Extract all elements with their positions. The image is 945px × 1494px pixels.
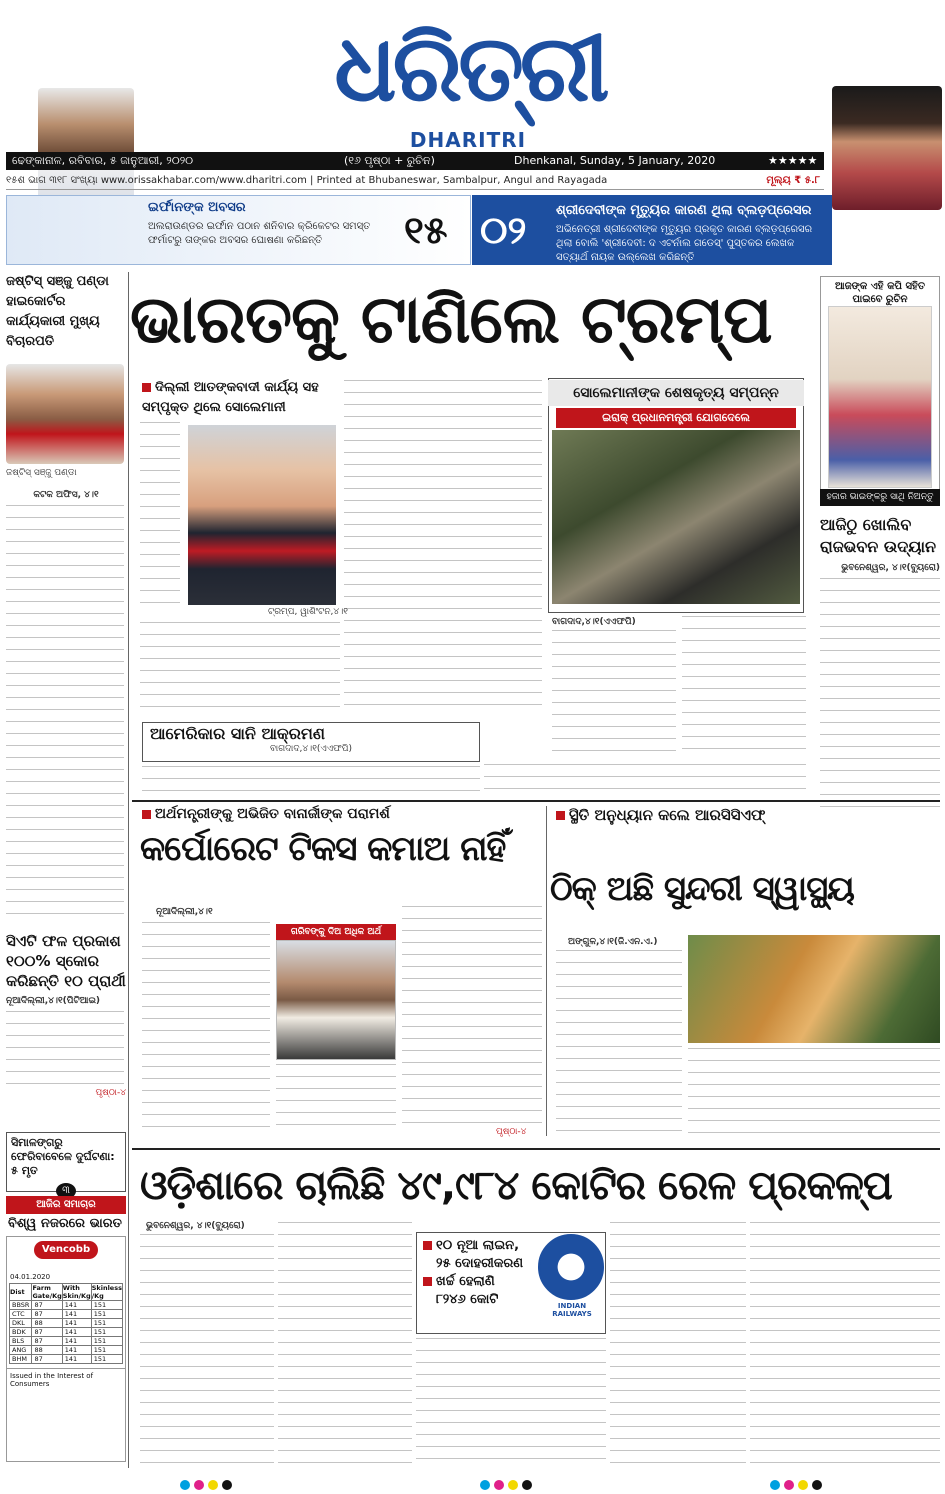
vencobb-logo: Vencobb — [34, 1241, 98, 1259]
bullet-icon — [423, 1241, 432, 1250]
rate-cell: 87 — [32, 1355, 62, 1364]
bullet-icon — [423, 1277, 432, 1286]
story-justice-body — [6, 505, 124, 925]
lead-subhead-text: ଦିଲ୍ଲୀ ଆତଙ୍କବାଦୀ କାର୍ଯ୍ୟ ସହ ସମ୍ପୃକ୍ତ ଥିଲେ ସୋଲେମାନୀ — [142, 380, 319, 415]
story-cat-dateline: ନୂଆଦିଲ୍ଲୀ,୪।୧(ପିଟିଆଇ) — [6, 996, 101, 1006]
print-registration-marks — [0, 1478, 945, 1492]
rate-row — [10, 1301, 123, 1310]
rate-cell: BDK — [10, 1328, 32, 1337]
accident-page: ୩ — [56, 1183, 76, 1199]
price: ମୂଲ୍ୟ ₹ ୫.୮ — [766, 175, 820, 186]
trump-photo — [188, 425, 336, 605]
teaser-sridevi-title: ଶ୍ରୀଦେବୀଙ୍କ ମୃତ୍ୟୁର କାରଣ ଥିଲା ବ୍ଲଡ଼ପ୍ରେସର — [556, 203, 812, 218]
rail-body-col3 — [416, 1338, 606, 1470]
rate-cell: 87 — [32, 1337, 62, 1346]
lead-subhead — [142, 378, 342, 418]
rail-body-col4 — [610, 1222, 746, 1470]
dateline-english: Dhenkanal, Sunday, 5 January, 2020 — [514, 154, 716, 167]
rate-date: 04.01.2020 — [10, 1273, 51, 1281]
rate-row — [10, 1355, 123, 1364]
promo-title: ଆଜଙ୍କ ଏହି କପି ସହିତ ପାଇବେ ରୁଚିନ — [835, 281, 925, 305]
rate-cell: ANG — [10, 1346, 32, 1355]
rate-cell: 151 — [91, 1328, 122, 1337]
teaser-irfan-title: ଇର୍ଫାନଙ୍କ ଅବସର — [148, 200, 246, 215]
rate-cell: BBSR — [10, 1301, 32, 1310]
story-justice-title: ଜଷ୍ଟିସ୍ ସଞ୍ଜୁ ପଣ୍ଡା ହାଇକୋର୍ଟର କାର୍ଯ୍ୟକାରୀ ମୁଖ୍ୟ ବିଚାରପତି — [6, 274, 109, 349]
funeral-dateline: ବାଗଦାଦ,୪।୧(ଏଏଫପି) — [552, 617, 636, 627]
daily-section-title: ଆଜିର ସମାଚାର — [6, 1196, 126, 1214]
rate-row — [10, 1310, 123, 1319]
lead-body-col1 — [140, 622, 340, 716]
teaser-irfan-number: ୧୫ — [404, 207, 448, 252]
rate-cell: BHM — [10, 1355, 32, 1364]
economy-headline[interactable]: କର୍ପୋରେଟ ଟିକସ କମାଅ ନାହିଁ — [140, 829, 506, 869]
rail-stat-text: ଖର୍ଚ୍ଚ ହେଲାଣି — [436, 1274, 495, 1289]
rajbhavan-body — [820, 578, 940, 814]
rate-cell: 141 — [62, 1319, 91, 1328]
rail-stat-line — [423, 1237, 545, 1255]
funeral-body-col1 — [552, 630, 676, 760]
rate-cell: DKL — [10, 1319, 32, 1328]
tiger-photo — [688, 935, 940, 1043]
rail-stat-text: ୧୦ ନୂଆ ଲାଇନ, — [436, 1238, 520, 1253]
black-dot — [812, 1480, 822, 1490]
rate-cell: 88 — [32, 1319, 62, 1328]
rail-body-col1 — [140, 1234, 274, 1470]
rate-row — [10, 1346, 123, 1355]
mid-column-rule — [546, 806, 547, 1136]
yellow-dot — [208, 1480, 218, 1490]
issue-info: ୧୫ଶ ଭାଗ ୩୧୮ ସଂଖ୍ୟା www.orissakhabar.com/www.dharitri.com | Printed at Bhubaneswar, Sambalpur, Angul and Rayagada — [6, 175, 608, 186]
chicken-rate-box — [6, 1236, 126, 1462]
economy-kicker — [142, 806, 552, 822]
trump-photo-caption-text: ଟ୍ରମ୍ପ — [268, 607, 295, 617]
rail-stats — [417, 1233, 545, 1309]
economy-body-col2 — [276, 1064, 396, 1136]
rail-stat-line — [423, 1273, 545, 1291]
abhijit-photo — [276, 940, 396, 1060]
tiger-body-col1 — [556, 950, 682, 1136]
rate-cell: 151 — [91, 1355, 122, 1364]
funeral-body-col2 — [682, 616, 806, 760]
tiger-headline[interactable]: ଠିକ୍ ଅଛି ସୁନ୍ଦରୀ ସ୍ୱାସ୍ଥ୍ୟ — [550, 869, 854, 909]
star-rating: ★★★★★ — [768, 154, 818, 167]
magenta-dot — [784, 1480, 794, 1490]
america-body — [142, 766, 480, 796]
rate-row — [10, 1319, 123, 1328]
rate-header-row — [10, 1284, 123, 1301]
rate-cell: 151 — [91, 1337, 122, 1346]
rail-dateline: ଭୁବନେଶ୍ୱର, ୪।୧(ବ୍ୟୁରୋ) — [146, 1221, 245, 1231]
promo-magazine-cover — [828, 306, 932, 488]
rate-table-body — [10, 1301, 123, 1364]
rate-cell: 87 — [32, 1301, 62, 1310]
indian-railways-logo — [538, 1234, 604, 1300]
rate-header: Farm Gate/Kg — [32, 1284, 62, 1300]
left-column — [6, 272, 126, 1099]
rate-cell: 141 — [62, 1337, 91, 1346]
rail-stat-text: ୨୫ ଦୋହରୀକରଣ — [436, 1256, 524, 1271]
rate-cell: 141 — [62, 1355, 91, 1364]
section-divider — [132, 1148, 940, 1150]
rail-body-col5 — [750, 1222, 940, 1470]
rate-cell: 151 — [91, 1310, 122, 1319]
economy-quote-label: ଗରିବଙ୍କୁ ଦିଅ ଅଧିକ ଅର୍ଥ — [276, 924, 396, 940]
lead-body-col2 — [344, 380, 542, 716]
rail-stat-text: ୮୨୪୬ କୋଟି — [436, 1292, 499, 1307]
justice-photo — [6, 364, 124, 464]
justice-photo-caption: ଜଷ୍ଟିସ୍ ସଞ୍ଜୁ ପଣ୍ଡା — [6, 468, 77, 478]
story-cat-jump[interactable]: ପୃଷ୍ଠା-୪ — [95, 1088, 126, 1098]
column-rule — [128, 272, 129, 1468]
economy-jump[interactable]: ପୃଷ୍ଠା-୪ — [496, 1127, 527, 1137]
railways-logo-text: INDIAN RAILWAYS — [552, 1302, 592, 1318]
rail-headline[interactable]: ଓଡ଼ିଶାରେ ଚାଲିଛି ୪୯,୯୮୪ କୋଟିର ରେଳ ପ୍ରକଳ୍ପ — [140, 1163, 892, 1209]
economy-dateline: ନୂଆଦିଲ୍ଲୀ,୪।୧ — [156, 907, 213, 917]
issue-info-line — [6, 172, 824, 190]
cyan-dot — [180, 1480, 190, 1490]
america-box-title: ଆମେରିକାର ସାନି ଆକ୍ରମଣ — [150, 724, 325, 743]
dateline-bar — [6, 152, 824, 170]
magenta-dot — [194, 1480, 204, 1490]
rate-cell: 87 — [32, 1310, 62, 1319]
story-cat-title: ସିଏଟି ଫଳ ପ୍ରକାଶ ୧୦୦% ସ୍କୋର କରିଛନ୍ତି ୧୦ ପ୍ରାର୍ଥୀ — [6, 932, 126, 990]
tiger-body-col2 — [688, 1048, 940, 1136]
tiger-kicker — [556, 806, 940, 824]
america-box-dateline: ବାଗଦାଦ,୪।୧(ଏଏଫପି) — [270, 744, 352, 754]
economy-body-col3 — [402, 906, 542, 1128]
black-dot — [522, 1480, 532, 1490]
teaser-sridevi-number: ୦୨ — [480, 207, 527, 252]
tiger-kicker-text: ସ୍ଥିତି ଅନୁଧ୍ୟାନ କଲେ ଆରସିସିଏଫ୍ — [569, 806, 766, 824]
trump-photo-caption: ଟ୍ରମ୍ପ, ୱାଶିଂଟନ,୪।୧ — [268, 607, 348, 617]
lead-body-col1a — [140, 422, 180, 612]
rate-header: Dist — [10, 1284, 32, 1301]
rate-cell: 141 — [62, 1328, 91, 1337]
rail-body-col2 — [278, 1222, 412, 1470]
rate-cell: CTC — [10, 1310, 32, 1319]
cyan-dot — [770, 1480, 780, 1490]
rate-cell: BLS — [10, 1337, 32, 1346]
economy-kicker-text: ଅର୍ଥମନ୍ତ୍ରୀଙ୍କୁ ଅଭିଜିତ ବାନାର୍ଜୀଙ୍କ ପରାମର୍ଶ — [155, 806, 390, 822]
rate-cell: 141 — [62, 1310, 91, 1319]
rajbhavan-story — [820, 514, 940, 814]
lead-dateline: ୱାଶିଂଟନ,୪।୧ — [300, 607, 348, 617]
rate-footer: Issued in the Interest of Consumers — [7, 1368, 125, 1391]
newspaper-logo: ଧରିତ୍ରୀ — [334, 14, 606, 122]
rate-cell: 151 — [91, 1346, 122, 1355]
teaser-sridevi-summary: ଅଭିନେତ୍ରୀ ଶ୍ରୀଦେବୀଙ୍କ ମୃତ୍ୟୁର ପ୍ରକୃତ କାରଣ ବ୍ଲଡ଼ପ୍ରେସର ଥିଲା ବୋଲି 'ଶ୍ରୀଦେବୀ: ଦ ଏଟର୍ନାଲ ଗଡେସ୍' ପୁସ୍ତକର ଲେଖକ ସତ୍ୟାର୍ଥ ନାୟକ ଉଲ୍ଲେଖ କରିଛନ୍ତି — [556, 224, 813, 263]
rajbhavan-dateline: ଭୁବନେଶ୍ୱର, ୪।୧(ବ୍ୟୁରୋ) — [841, 563, 940, 573]
rate-row — [10, 1337, 123, 1346]
cyan-dot — [480, 1480, 490, 1490]
newspaper-logo-english: DHARITRI — [409, 128, 527, 152]
lead-body-bottom — [484, 764, 806, 798]
rate-header: Skinless /Kg — [91, 1284, 122, 1300]
yellow-dot — [798, 1480, 808, 1490]
rate-cell: 141 — [62, 1301, 91, 1310]
funeral-title: ସୋଲେମାନୀଙ୍କ ଶେଷକୃତ୍ୟ ସମ୍ପନ୍ନ — [548, 380, 804, 406]
section-divider — [132, 800, 940, 802]
rate-cell: 151 — [91, 1301, 122, 1310]
dateline-odia: ଢେଙ୍କାନାଳ, ରବିବାର, ୫ ଜାନୁଆରୀ, ୨୦୨୦ — [12, 154, 194, 167]
story-cat-body — [6, 1011, 124, 1087]
teaser-irfan-summary: ଅଲରାଉଣ୍ଡର ଇର୍ଫାନ ପଠାନ ଶନିବାର କ୍ରିକେଟର ସମସ୍ତ ଫର୍ମାଟରୁ ତାଙ୍କର ଅବସର ଘୋଷଣା କରିଛନ୍ତି — [148, 221, 371, 246]
bullet-icon — [142, 810, 151, 819]
story-justice-dateline: କଟକ ଅଫିସ, ୪।୧ — [33, 490, 99, 500]
bullet-icon — [142, 383, 151, 392]
cricketer-photo — [38, 88, 134, 208]
promo-footer: ହଜାର ଭାଇଙ୍କରୁ ସାଥି ନିଅନ୍ତୁ — [820, 489, 940, 506]
funeral-subtitle: ଇରାକ୍ ପ୍ରଧାନମନ୍ତ୍ରୀ ଯୋଗଦେଲେ — [556, 408, 796, 428]
actress-photo — [832, 86, 942, 210]
accident-box[interactable] — [6, 1132, 126, 1196]
economy-body-col1 — [142, 922, 270, 1136]
rate-cell: 87 — [32, 1328, 62, 1337]
bullet-icon — [556, 811, 565, 820]
rajbhavan-headline[interactable]: ଆଜିଠୁ ଖୋଲିବ ରାଜଭବନ ଉଦ୍ୟାନ — [820, 515, 937, 556]
rate-header: With Skin/Kg — [62, 1284, 91, 1300]
magenta-dot — [494, 1480, 504, 1490]
page-count: (୧୬ ପୃଷ୍ଠା + ରୁଚିନ) — [344, 154, 435, 167]
black-dot — [222, 1480, 232, 1490]
rate-row — [10, 1328, 123, 1337]
daily-section-sub: ବିଶ୍ୱ ନଜରରେ ଭାରତ — [8, 1216, 122, 1231]
accident-headline: ସିମାଳଙ୍ଗରୁ ଫେରିବାବେଳେ ଦୁର୍ଘଟଣା: ୫ ମୃତ — [11, 1136, 115, 1177]
lead-headline[interactable]: ଭାରତକୁ ଟାଣିଲେ ଟ୍ରମ୍ପ — [130, 281, 772, 358]
rate-table — [9, 1283, 123, 1364]
rate-cell: 151 — [91, 1319, 122, 1328]
rate-cell: 88 — [32, 1346, 62, 1355]
funeral-photo — [552, 430, 800, 604]
tiger-dateline: ଅଙ୍ଗୁଳ,୪।୧(ଜି.ଏନ.ଏ.) — [568, 937, 658, 947]
rate-cell: 141 — [62, 1346, 91, 1355]
yellow-dot — [508, 1480, 518, 1490]
